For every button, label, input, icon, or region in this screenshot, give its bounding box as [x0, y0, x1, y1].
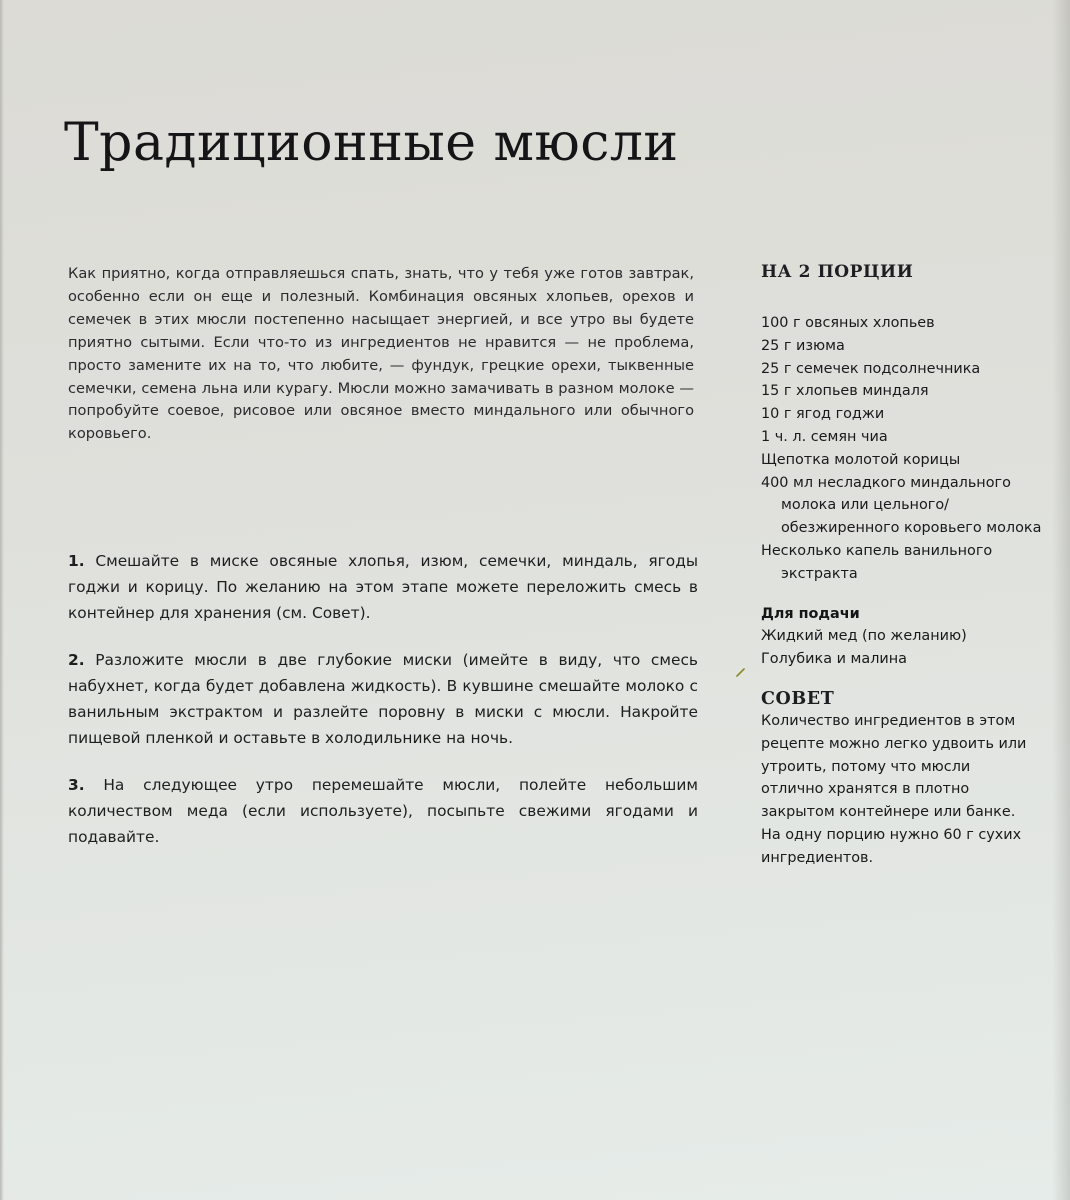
servings-heading: НА 2 ПОРЦИИ: [761, 262, 914, 282]
ingredients-list: [761, 312, 1051, 586]
ingredient-item: 10 г ягод годжи: [761, 406, 885, 423]
method-step-2: [68, 647, 698, 751]
pen-mark-icon: [736, 667, 746, 677]
serving-heading: Для подачи: [761, 605, 860, 622]
recipe-title: Традиционные мюсли: [64, 113, 679, 173]
step-text: Смешайте в миске овсяные хлопья, изюм, семечки, миндаль, ягоды годжи и корицу. По желанию на этом этапе можете переложить смесь в контейнер для хранения (см. Совет).: [68, 552, 698, 622]
serving-list: [761, 625, 1051, 671]
step-text: Разложите мюсли в две глубокие миски (имейте в виду, что смесь набухнет, когда будет добавлена жидкость). В кувшине смешайте молоко с ванильным экстрактом и разлейте поровну в миски с мюсли. Накройте пищевой пленкой и оставьте в холодильнике на ночь.: [68, 651, 698, 747]
ingredient-item: 25 г семечек подсолнечника: [761, 360, 981, 377]
tip-heading: СОВЕТ: [761, 688, 835, 709]
step-number: 3.: [68, 776, 85, 794]
ingredient-item: 1 ч. л. семян чиа: [761, 428, 888, 445]
step-number: 2.: [68, 651, 85, 669]
step-number: 1.: [68, 552, 85, 570]
serving-item: Голубика и малина: [761, 651, 907, 668]
page-left-shadow: [0, 0, 4, 1200]
ingredients-sidebar: [761, 262, 1051, 870]
method-step-3: [68, 772, 698, 850]
step-text: На следующее утро перемешайте мюсли, полейте небольшим количеством меда (если используете), посыпьте свежими ягодами и подавайте.: [68, 776, 698, 846]
ingredient-item: Несколько капель ванильного экстракта: [761, 542, 993, 582]
ingredient-item: 15 г хлопьев миндаля: [761, 383, 929, 400]
ingredient-item: 25 г изюма: [761, 337, 845, 354]
tip-text: Количество ингредиентов в этом рецепте можно легко удвоить или утроить, потому что мюсли отлично хранятся в плотно закрытом контейнере или банке. На одну порцию нужно 60 г сухих ингредиентов.: [761, 712, 1027, 866]
method-steps: [68, 548, 698, 871]
ingredient-item: Щепотка молотой корицы: [761, 451, 961, 468]
method-step-1: [68, 548, 698, 626]
ingredient-item: 100 г овсяных хлопьев: [761, 315, 935, 331]
recipe-intro: Как приятно, когда отправляешься спать, знать, что у тебя уже готов завтрак, особенно если он еще и полезный. Комбинация овсяных хлопьев, орехов и семечек в этих мюсли постепенно насыщает энергией, и все утро вы будете приятно сытыми. Если что-то из ингредиентов не нравится — не проблема, просто замените их на то, что любите, — фундук, грецкие орехи, тыквенные семечки, семена льна или курагу. Мюсли можно замачивать в разном молоке — попробуйте соевое, рисовое или овсяное вместо миндального или обычного коровьего.: [68, 265, 694, 443]
page-right-shadow: [1052, 0, 1070, 1200]
serving-item: Жидкий мед (по желанию): [761, 628, 967, 645]
ingredient-item: 400 мл несладкого миндального молока или цельного/обезжиренного коровьего молока: [761, 474, 1042, 537]
